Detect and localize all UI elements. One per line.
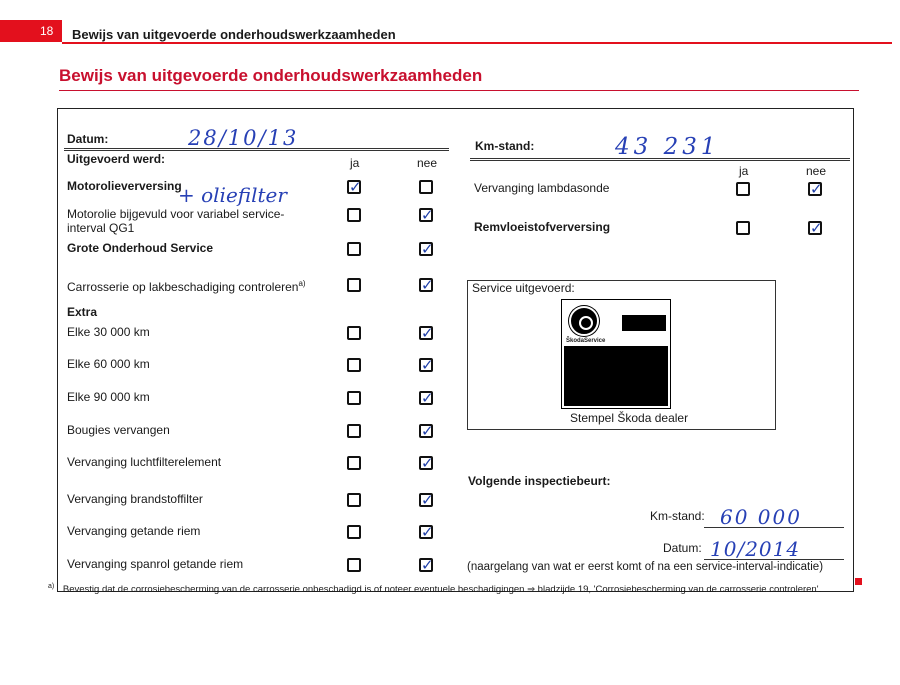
- stamp-caption: Stempel Škoda dealer: [570, 411, 689, 425]
- footnote-marker: a): [48, 583, 55, 590]
- check-mark-icon: ✓: [421, 276, 434, 294]
- ja-checkbox[interactable]: [347, 391, 361, 405]
- nee-checkbox[interactable]: [419, 391, 433, 405]
- row-label: [474, 220, 714, 234]
- ja-checkbox[interactable]: [347, 278, 361, 292]
- nee-column-header-right: nee: [806, 164, 827, 178]
- km-rule: [470, 158, 850, 161]
- nee-checkbox[interactable]: [808, 221, 822, 235]
- check-mark-icon: ✓: [421, 422, 434, 440]
- nee-checkbox[interactable]: [808, 182, 822, 196]
- row-label: [67, 241, 312, 255]
- redacted-block-large: [564, 346, 668, 406]
- next-km-handwritten[interactable]: 60 000: [720, 505, 802, 529]
- check-mark-icon: ✓: [421, 454, 434, 472]
- ja-checkbox[interactable]: [736, 182, 750, 196]
- nee-checkbox[interactable]: [419, 558, 433, 572]
- header-rule: [62, 42, 892, 44]
- title-rule: [59, 90, 859, 91]
- next-km-label: Km-stand:: [650, 509, 705, 523]
- check-mark-icon: ✓: [421, 491, 434, 509]
- ja-checkbox[interactable]: [347, 424, 361, 438]
- check-mark-icon: ✓: [421, 556, 434, 574]
- row-label-text: Vervanging getande riem: [67, 524, 201, 538]
- row-label-text: Vervanging lambdasonde: [474, 181, 610, 195]
- row-label-text: Carrosserie op lakbeschadiging controleren: [67, 280, 299, 294]
- nee-checkbox[interactable]: [419, 326, 433, 340]
- footnote-ref: a): [298, 279, 306, 288]
- ja-checkbox[interactable]: [347, 326, 361, 340]
- ja-checkbox[interactable]: [347, 558, 361, 572]
- row-label-text: Extra: [67, 305, 98, 319]
- extra-heading: [67, 305, 312, 319]
- row-label-text: Elke 90 000 km: [67, 390, 150, 404]
- row-label-text: Vervanging spanrol getande riem: [67, 557, 244, 571]
- nee-checkbox[interactable]: [419, 278, 433, 292]
- page-number: 18: [0, 20, 62, 42]
- row-label-text: Elke 30 000 km: [67, 325, 150, 339]
- ja-column-header-right: ja: [739, 164, 749, 178]
- row-label: [67, 207, 312, 235]
- row-label: [67, 277, 312, 294]
- ja-checkbox[interactable]: [736, 221, 750, 235]
- km-handwritten[interactable]: 43 231: [615, 134, 720, 160]
- nee-checkbox[interactable]: [419, 493, 433, 507]
- row-label-text: Vervanging brandstoffilter: [67, 492, 203, 506]
- check-mark-icon: ✓: [421, 523, 434, 541]
- row-label: [67, 357, 312, 371]
- uitgevoerd-label: Uitgevoerd werd:: [67, 152, 166, 166]
- row-label: [67, 557, 312, 571]
- ja-column-header: ja: [350, 156, 360, 170]
- check-mark-icon: ✓: [349, 178, 362, 196]
- ja-checkbox[interactable]: [347, 493, 361, 507]
- row-label: [67, 524, 312, 538]
- nee-column-header: nee: [417, 156, 438, 170]
- stamp-brand: ŠkodaService: [566, 338, 606, 344]
- handwritten-oliefilter[interactable]: + oliefilter: [178, 183, 287, 207]
- row-label: [67, 325, 312, 339]
- next-note: (naargelang van wat er eerst komt of na een service-interval-indicatie): [467, 561, 824, 573]
- next-datum-handwritten[interactable]: 10/2014: [710, 537, 801, 561]
- footnote-text: Bevestig dat de corrosiebescherming van de carrosserie onbeschadigd is of noteer eventuele beschadigingen ⇒ bladzijde 19, 'Corrosiebescherming van de carrosserie controleren'.: [62, 584, 822, 596]
- skoda-logo-icon: [569, 306, 599, 336]
- ja-checkbox[interactable]: [347, 208, 361, 222]
- datum-label: Datum:: [67, 132, 109, 146]
- row-label: [67, 455, 312, 469]
- datum-handwritten[interactable]: 28/10/13: [188, 126, 299, 150]
- check-mark-icon: ✓: [421, 324, 434, 342]
- row-label-text: Bougies vervangen: [67, 423, 170, 437]
- check-mark-icon: ✓: [810, 180, 823, 198]
- row-label-text: Remvloeistofverversing: [474, 220, 611, 234]
- ja-checkbox[interactable]: [347, 456, 361, 470]
- next-km-rule: [704, 527, 844, 528]
- row-label: [67, 423, 312, 437]
- nee-checkbox[interactable]: [419, 456, 433, 470]
- ja-checkbox[interactable]: [347, 180, 361, 194]
- end-marker: [855, 578, 862, 585]
- datum-rule: [64, 148, 449, 151]
- dealer-stamp: [561, 299, 671, 409]
- volgende-label: Volgende inspectiebeurt:: [468, 474, 611, 488]
- check-mark-icon: ✓: [421, 356, 434, 374]
- row-label-text: Motorolie bijgevuld voor variabel service-interval QG1: [67, 207, 285, 235]
- ja-checkbox[interactable]: [347, 358, 361, 372]
- row-label: [67, 390, 312, 404]
- check-mark-icon: ✓: [421, 389, 434, 407]
- running-title: Bewijs van uitgevoerde onderhoudswerkzaamheden: [72, 27, 396, 42]
- row-label: [67, 492, 312, 506]
- service-label: Service uitgevoerd:: [472, 281, 575, 295]
- nee-checkbox[interactable]: [419, 180, 433, 194]
- section-title: Bewijs van uitgevoerde onderhoudswerkzaamheden: [59, 66, 483, 85]
- ja-checkbox[interactable]: [347, 242, 361, 256]
- redacted-block-small: [622, 315, 666, 331]
- next-datum-label: Datum:: [663, 541, 702, 555]
- row-label-text: Grote Onderhoud Service: [67, 241, 214, 255]
- km-label: Km-stand:: [475, 139, 535, 153]
- ja-checkbox[interactable]: [347, 525, 361, 539]
- row-label-text: Motorolieverversing: [67, 179, 182, 193]
- row-label: [67, 179, 312, 193]
- check-mark-icon: ✓: [421, 206, 434, 224]
- check-mark-icon: ✓: [421, 240, 434, 258]
- nee-checkbox[interactable]: [419, 358, 433, 372]
- nee-checkbox[interactable]: [419, 242, 433, 256]
- nee-checkbox[interactable]: [419, 208, 433, 222]
- row-label-text: Elke 60 000 km: [67, 357, 150, 371]
- nee-checkbox[interactable]: [419, 424, 433, 438]
- nee-checkbox[interactable]: [419, 525, 433, 539]
- row-label-text: Vervanging luchtfilterelement: [67, 455, 222, 469]
- row-label: [474, 181, 714, 195]
- check-mark-icon: ✓: [810, 219, 823, 237]
- footnote: [48, 583, 848, 595]
